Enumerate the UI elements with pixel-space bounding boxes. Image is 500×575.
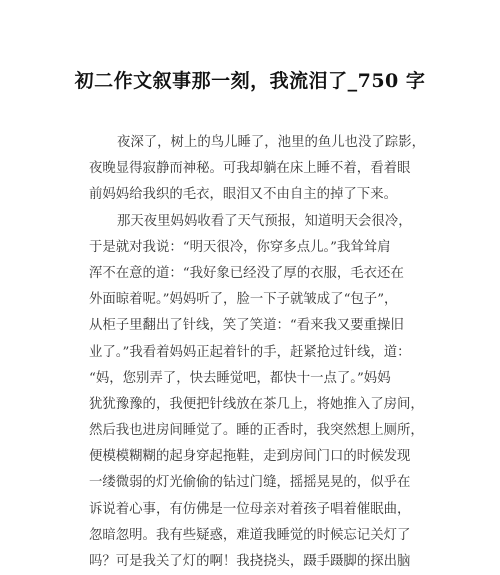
paragraph-1-line-1: 夜深了，树上的鸟儿睡了，池里的鱼儿也没了踪影，: [117, 135, 425, 150]
paragraph-2-line-3: 浑不在意的道：“我好象已经没了厚的衣服，毛衣还在: [89, 265, 404, 281]
paragraph-2-line-9: 然后我也进房间睡觉了。睡的正香时，我突然想上厕所，: [89, 423, 424, 439]
paragraph-2-line-6: 业了。”我看着妈妈正起着针的手，赶紧抢过针线，道：: [89, 344, 411, 360]
paragraph-2-line-8: 犹犹豫豫的，我便把针线放在茶几上，将她推入了房间，: [89, 396, 424, 412]
paragraph-2-line-10: 便模模糊糊的起身穿起拖鞋，走到房间门口的时候发现: [89, 449, 411, 465]
paragraph-2-line-5: 从柜子里翻出了针线，笑了笑道：“看来我又要重操旧: [89, 318, 404, 334]
paragraph-2-line-11: 一缕微弱的灯光偷偷的钻过门缝，摇摇晃晃的，似乎在: [89, 475, 411, 491]
document-title: 初二作文叙事那一刻，我流泪了_750 字: [74, 70, 426, 92]
paragraph-2-line-12: 诉说着心事，有仿佛是一位母亲对着孩子唱着催眠曲，: [89, 501, 411, 517]
paragraph-2-line-7: “妈，您别弄了，快去睡觉吧，都快十一点了。”妈妈: [89, 370, 391, 386]
paragraph-2-line-4: 外面晾着呢。”妈妈听了，脸一下子就皱成了“包子”，: [89, 292, 398, 308]
paragraph-1-line-3: 前妈妈给我织的毛衣，眼泪又不由自主的掉了下来。: [89, 187, 397, 203]
paragraph-2-line-14: 吗？可是我关了灯的啊！我挠挠头，蹑手蹑脚的探出脑: [89, 554, 411, 569]
paragraph-2-line-13: 忽暗忽明。我有些疑惑，难道我睡觉的时候忘记关灯了: [89, 527, 411, 543]
paragraph-2-line-1: 那天夜里妈妈收看了天气预报，知道明天会很冷，: [117, 213, 412, 229]
paragraph-1-line-2: 夜晚显得寂静而神秘。可我却躺在床上睡不着，看着眼: [89, 161, 411, 177]
document-body: [89, 130, 425, 575]
paragraph-2-line-2: 于是就对我说：“明天很冷，你穿多点儿。”我耸耸肩: [89, 239, 391, 255]
